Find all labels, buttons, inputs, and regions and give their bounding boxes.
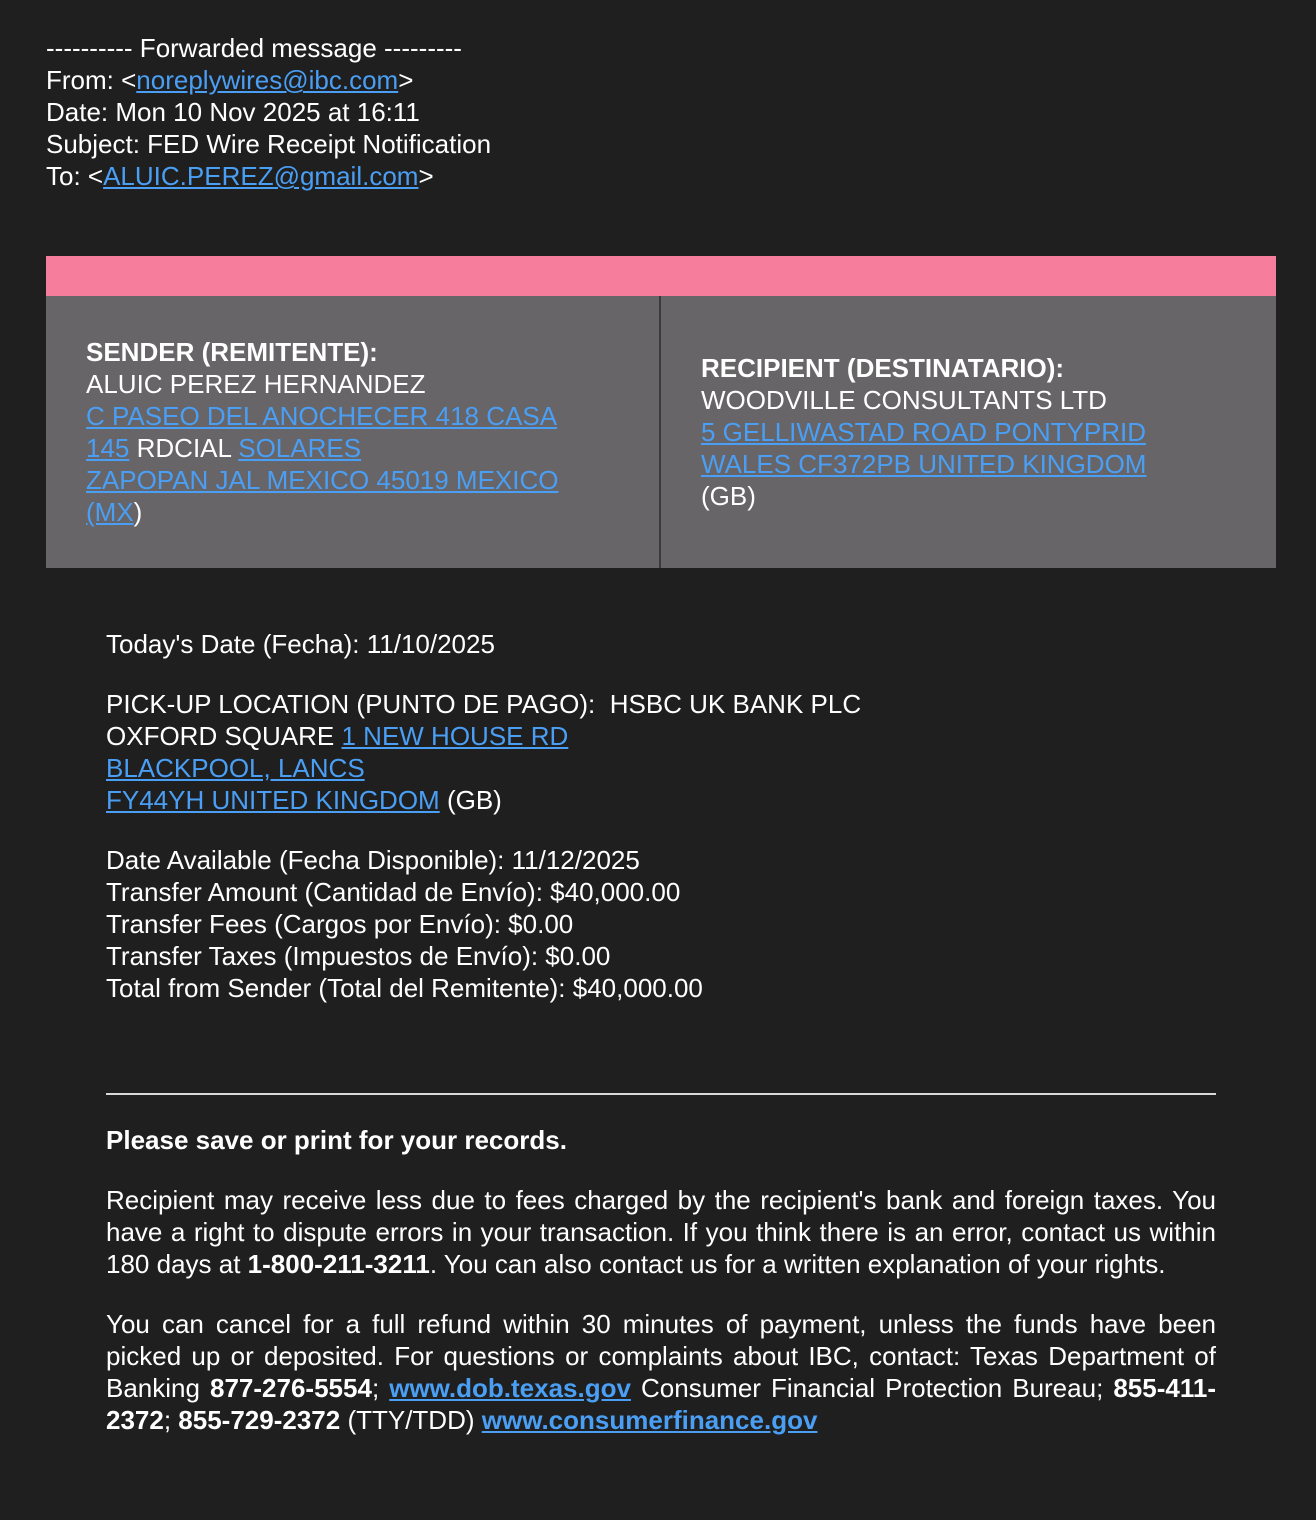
sender-name: ALUIC PEREZ HERNANDEZ bbox=[86, 369, 426, 399]
subject-line: Subject: FED Wire Receipt Notification bbox=[46, 129, 492, 159]
cancel-paragraph bbox=[106, 1308, 1216, 1436]
cancel-text-c: (TTY/TDD) bbox=[340, 1405, 482, 1435]
recipient-address-tail: (GB) bbox=[701, 481, 756, 511]
cancel-text-a: You can cancel for a full refund within 30 minutes of payment, unless the funds have been picked up or deposited. For questions or complaints about IBC, contact: Texas Department of Banking bbox=[106, 1309, 1216, 1403]
from-email-link[interactable]: noreplywires@ibc.com bbox=[136, 65, 399, 95]
sep-2: ; bbox=[163, 1405, 179, 1435]
pickup-text-2: OXFORD SQUARE bbox=[106, 721, 342, 751]
to-line bbox=[46, 160, 491, 192]
transfer-taxes: Transfer Taxes (Impuestos de Envío): $0.00 bbox=[106, 941, 611, 971]
dispute-text-b: . You can also contact us for a written explanation of your rights. bbox=[429, 1249, 1166, 1279]
date-line: Date: Mon 10 Nov 2025 at 16:11 bbox=[46, 97, 420, 127]
pickup-address-link-3[interactable]: FY44YH UNITED KINGDOM bbox=[106, 785, 440, 815]
recipient-address bbox=[701, 416, 1236, 512]
transfer-details bbox=[106, 628, 1216, 1004]
pickup-line-1: PICK-UP LOCATION (PUNTO DE PAGO): HSBC UK BANK PLC bbox=[106, 689, 862, 719]
recipient-panel bbox=[661, 296, 1276, 568]
from-close-bracket: > bbox=[398, 65, 414, 95]
sep-1: ; bbox=[371, 1373, 390, 1403]
sender-address-link-1[interactable]: C PASEO DEL ANOCHECER 418 CASA bbox=[86, 401, 558, 431]
cancel-text-b: Consumer Financial Protection Bureau; bbox=[630, 1373, 1114, 1403]
pickup-address-link-1[interactable]: 1 NEW HOUSE RD bbox=[341, 721, 569, 751]
dispute-text-a: Recipient may receive less due to fees charged by the recipient's bank and foreign taxes. You have a right to dispute errors in your transaction. If you think there is an error, contact us within 180 days at bbox=[106, 1185, 1216, 1279]
sender-address-text: RDCIAL bbox=[129, 433, 239, 463]
to-close-bracket: > bbox=[418, 161, 434, 191]
forwarded-line: ---------- Forwarded message --------- bbox=[46, 33, 462, 63]
sender-address-link-5[interactable]: (MX bbox=[86, 497, 134, 527]
sender-address-link-2[interactable]: 145 bbox=[86, 433, 130, 463]
recipient-address-link-1[interactable]: 5 GELLIWASTAD ROAD PONTYPRID bbox=[701, 417, 1146, 447]
to-email-link[interactable]: ALUIC.PEREZ@gmail.com bbox=[103, 161, 419, 191]
save-print-notice: Please save or print for your records. bbox=[106, 1125, 567, 1155]
sender-address-link-3[interactable]: SOLARES bbox=[238, 433, 362, 463]
from-line bbox=[46, 64, 491, 96]
dispute-paragraph bbox=[106, 1184, 1216, 1280]
recipient-address-link-2[interactable]: WALES CF372PB UNITED KINGDOM bbox=[701, 449, 1147, 479]
sender-address bbox=[86, 400, 619, 528]
email-headers bbox=[46, 32, 491, 192]
sender-address-link-4[interactable]: ZAPOPAN JAL MEXICO 45019 MEXICO bbox=[86, 465, 559, 495]
total-from-sender: Total from Sender (Total del Remitente): $40,000.00 bbox=[106, 973, 703, 1003]
dob-phone: 877-276-5554 bbox=[210, 1373, 372, 1403]
dob-link[interactable]: www.dob.texas.gov bbox=[389, 1373, 631, 1403]
divider bbox=[106, 1093, 1216, 1095]
to-label: To: < bbox=[46, 161, 104, 191]
notice-section bbox=[106, 1124, 1216, 1464]
sender-heading: SENDER (REMITENTE): bbox=[86, 337, 378, 367]
todays-date: Today's Date (Fecha): 11/10/2025 bbox=[106, 629, 495, 659]
cfpb-phone: 855-411-2372 bbox=[106, 1373, 1216, 1435]
pickup-address-link-2[interactable]: BLACKPOOL, LANCS bbox=[106, 753, 365, 783]
pickup-location bbox=[106, 688, 1216, 816]
cfpb-tty-phone: 855-729-2372 bbox=[178, 1405, 341, 1435]
pickup-tail: (GB) bbox=[439, 785, 502, 815]
dispute-phone: 1-800-211-3211 bbox=[247, 1249, 430, 1279]
transfer-fees: Transfer Fees (Cargos por Envío): $0.00 bbox=[106, 909, 574, 939]
sender-panel bbox=[46, 296, 661, 568]
date-available: Date Available (Fecha Disponible): 11/12/2025 bbox=[106, 845, 640, 875]
recipient-name: WOODVILLE CONSULTANTS LTD bbox=[701, 385, 1107, 415]
amounts-block bbox=[106, 844, 1216, 1004]
parties-panel bbox=[46, 296, 1276, 568]
accent-bar bbox=[46, 256, 1276, 296]
consumerfinance-link[interactable]: www.consumerfinance.gov bbox=[481, 1405, 818, 1435]
from-label: From: < bbox=[46, 65, 137, 95]
transfer-amount: Transfer Amount (Cantidad de Envío): $40,000.00 bbox=[106, 877, 681, 907]
sender-address-tail: ) bbox=[133, 497, 143, 527]
recipient-heading: RECIPIENT (DESTINATARIO): bbox=[701, 353, 1065, 383]
